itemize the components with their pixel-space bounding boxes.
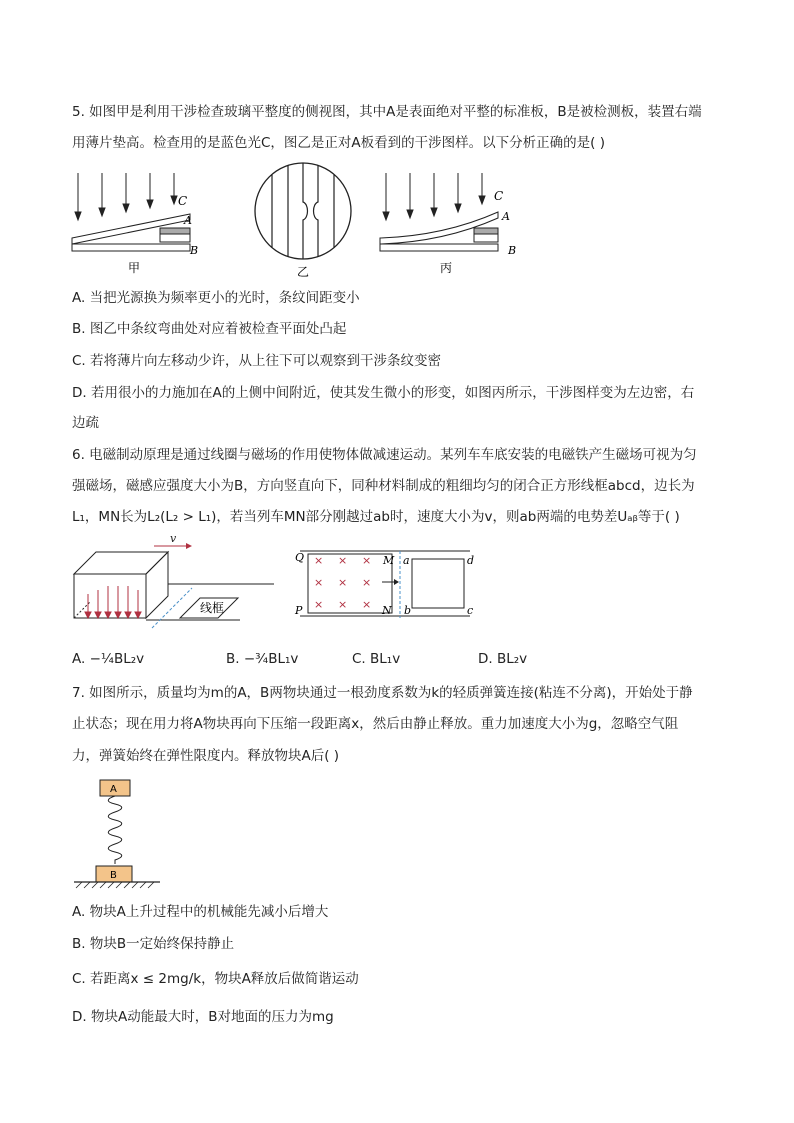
svg-text:×: ×: [362, 576, 372, 589]
q6-fig-label-Q: Q: [295, 551, 305, 564]
q5-fig-label-A: A: [184, 214, 192, 227]
q7-stem-line1: 7. 如图所示，质量均为m的A，B两物块通过一根劲度系数为k的轻质弹簧连接(粘连不分离)，开始处于静: [72, 685, 693, 701]
q6-fig-label-M: M: [383, 554, 395, 567]
q6-fig-label-c: c: [467, 604, 474, 617]
q6-figure-topview: [294, 548, 484, 622]
q6-fig-label-coil: 线框: [200, 601, 225, 615]
q6-fig-label-N: N: [382, 604, 392, 617]
q6-stem-line3: L₁，MN长为L₂(L₂ > L₁)，若当列车MN部分刚越过ab时，速度大小为v，则ab两端的电势差Uₐᵦ等于( ): [72, 509, 680, 525]
svg-text:×: ×: [338, 598, 348, 611]
q5c-fig-label-A: A: [502, 210, 510, 223]
q5-option-a: A. 当把光源换为频率更小的光时，条纹间距变小: [72, 290, 360, 306]
q6-stem-line2: 强磁场，磁感应强度大小为B，方向竖直向下，同种材料制成的粗细均匀的闭合正方形线框abcd，边长为: [72, 478, 695, 494]
q5-option-d-cont: 边疏: [72, 415, 99, 431]
q5-figure-c: [374, 168, 517, 280]
q7-fig-label-A: A: [110, 784, 117, 795]
q6-option-d: D. BL₂v: [478, 651, 528, 667]
q7-option-a: A. 物块A上升过程中的机械能先减小后增大: [72, 904, 329, 920]
svg-text:×: ×: [338, 576, 348, 589]
q7-option-b: B. 物块B一定始终保持静止: [72, 936, 235, 952]
q5-fig-label-C: C: [178, 194, 188, 208]
q6-option-a: A. −¼BL₂v: [72, 651, 145, 667]
q5-fig-label-B: B: [190, 244, 199, 257]
q7-option-c: C. 若距离x ≤ 2mg/k，物块A释放后做简谐运动: [72, 971, 359, 987]
q7-option-d: D. 物块A动能最大时，B对地面的压力为mg: [72, 1009, 334, 1025]
q6-option-b: B. −¾BL₁v: [226, 651, 299, 667]
q5-figure-a: [66, 168, 206, 280]
q5c-fig-label-C: C: [494, 189, 504, 203]
q5-fig-caption-a: 甲: [128, 261, 141, 275]
q6-options: [72, 646, 732, 672]
q7-figure: [70, 778, 170, 890]
q7-stem-line3: 力，弹簧始终在弹性限度内。释放物块A后( ): [72, 748, 340, 764]
q6-fig-label-a: a: [403, 554, 410, 567]
q7-stem-line2: 止状态；现在用力将A物块再向下压缩一段距离x，然后由静止释放。重力加速度大小为g，忽略空气阻: [72, 716, 679, 732]
svg-text:×: ×: [314, 576, 324, 589]
svg-text:×: ×: [314, 598, 324, 611]
q6-figure-3d: [70, 532, 280, 636]
q5-stem-line1: 5. 如图甲是利用干涉检查玻璃平整度的侧视图，其中A是表面绝对平整的标准板，B是被检测板，装置右端: [72, 104, 702, 120]
q6-option-c: C. BL₁v: [352, 651, 401, 667]
q5-option-d: D. 若用很小的力施加在A的上侧中间附近，使其发生微小的形变，如图丙所示，干涉图样变为左边密，右: [72, 385, 695, 401]
q5c-fig-label-B: B: [508, 244, 517, 257]
q6-fig-label-v: v: [170, 532, 177, 545]
q5-option-c: C. 若将薄片向左移动少许，从上往下可以观察到干涉条纹变密: [72, 353, 442, 369]
svg-text:×: ×: [362, 598, 372, 611]
svg-text:×: ×: [338, 554, 348, 567]
q5-stem-line2: 用薄片垫高。检查用的是蓝色光C，图乙是正对A板看到的干涉图样。以下分析正确的是( ): [72, 135, 605, 151]
q6-stem-line1: 6. 电磁制动原理是通过线圈与磁场的作用使物体做减速运动。某列车车底安装的电磁铁产生磁场可视为匀: [72, 447, 697, 463]
q5-fig-caption-b: 乙: [297, 265, 310, 279]
svg-text:×: ×: [314, 554, 324, 567]
q6-fig-label-b: b: [404, 604, 412, 617]
q6-fig-label-d: d: [467, 554, 475, 567]
q5-figure-b: [250, 160, 360, 278]
q7-fig-label-B: B: [110, 870, 117, 881]
q5-option-b: B. 图乙中条纹弯曲处对应着被检查平面处凸起: [72, 321, 347, 337]
svg-text:×: ×: [362, 554, 372, 567]
q6-fig-label-P: P: [295, 604, 303, 617]
q5-fig-caption-c: 丙: [440, 261, 453, 275]
